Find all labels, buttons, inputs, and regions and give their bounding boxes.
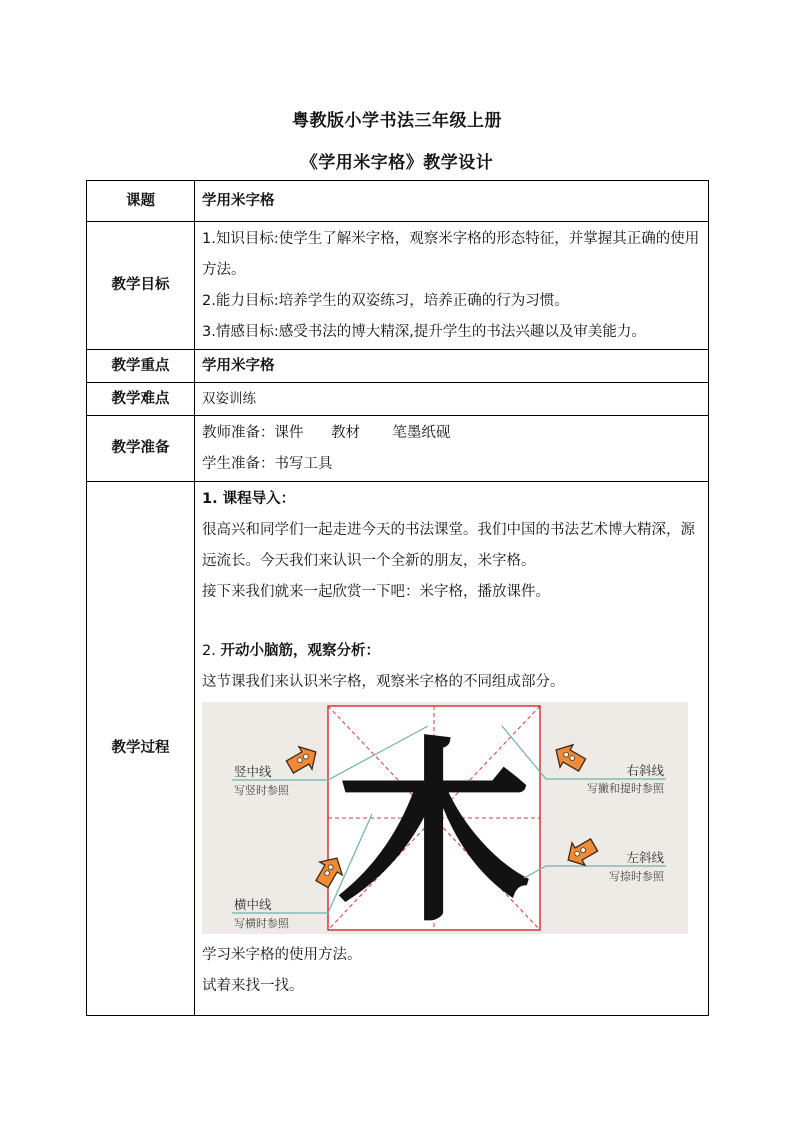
process-label: 教学过程 (87, 482, 195, 1016)
horizontal-line-label: 横中线 (234, 897, 272, 912)
vertical-line-label: 竖中线 (234, 764, 272, 779)
table-row-preparation (87, 416, 709, 482)
difficulty-value: 双姿训练 (195, 383, 709, 416)
key-point-value: 学用米字格 (195, 350, 709, 383)
closing-line-2: 试着来找一找。 (202, 978, 304, 994)
preparation-label: 教学准备 (87, 416, 195, 482)
section1-paragraph: 很高兴和同学们一起走进今天的书法课堂。我们中国的书法艺术博大精深，源远流长。今天我们来认识一个全新的朋友，米字格。 (202, 522, 695, 569)
left-diagonal-note: 写捺时参照 (609, 870, 664, 883)
objectives-label: 教学目标 (87, 222, 195, 350)
teacher-preparation: 教师准备：课件 教材 笔墨纸砚 (202, 424, 451, 441)
table-row-process (87, 482, 709, 1016)
objective-knowledge: 1.知识目标:使学生了解米字格，观察米字格的形态特征，并掌握其正确的使用方法。 (202, 230, 700, 278)
horizontal-line-note: 写横时参照 (234, 917, 289, 930)
objective-emotion: 3.情感目标:感受书法的博大精深,提升学生的书法兴趣以及审美能力。 (202, 323, 646, 340)
section1-title: 1. 课程导入： (202, 491, 296, 507)
section2-heading: 开动小脑筋，观察分析： (220, 643, 380, 659)
process-content (195, 482, 709, 1016)
key-point-label: 教学重点 (87, 350, 195, 383)
table-row-key-point (87, 350, 709, 383)
right-diagonal-note: 写撇和提时参照 (587, 782, 664, 795)
table-row-objectives (87, 222, 709, 350)
topic-label: 课题 (87, 181, 195, 222)
left-diagonal-label: 左斜线 (626, 850, 664, 865)
section2-number: 2. (202, 643, 221, 659)
vertical-line-note: 写竖时参照 (234, 784, 289, 797)
sample-character: 木 (335, 719, 533, 934)
topic-value: 学用米字格 (195, 181, 709, 222)
section1-instruction: 接下来我们就来一起欣赏一下吧：米字格，播放课件。 (202, 584, 550, 600)
closing-line-1: 学习米字格的使用方法。 (202, 947, 362, 963)
preparation-content (195, 416, 709, 482)
table-row-topic (87, 181, 709, 222)
difficulty-label: 教学难点 (87, 383, 195, 416)
document-subtitle: 《学用米字格》教学设计 (300, 153, 494, 173)
objectives-content (195, 222, 709, 350)
lesson-plan-table (86, 180, 709, 1016)
blank-line (202, 608, 701, 636)
document-title: 粤教版小学书法三年级上册 (292, 111, 502, 131)
section2-paragraph: 这节课我们来认识米字格，观察米字格的不同组成部分。 (202, 674, 565, 690)
objective-ability: 2.能力目标:培养学生的双姿练习，培养正确的行为习惯。 (202, 292, 569, 309)
section2-title (202, 636, 701, 667)
table-row-difficulty (87, 383, 709, 416)
student-preparation: 学生准备：书写工具 (202, 455, 333, 472)
right-diagonal-label: 右斜线 (626, 763, 664, 778)
mi-grid-figure (202, 702, 688, 934)
